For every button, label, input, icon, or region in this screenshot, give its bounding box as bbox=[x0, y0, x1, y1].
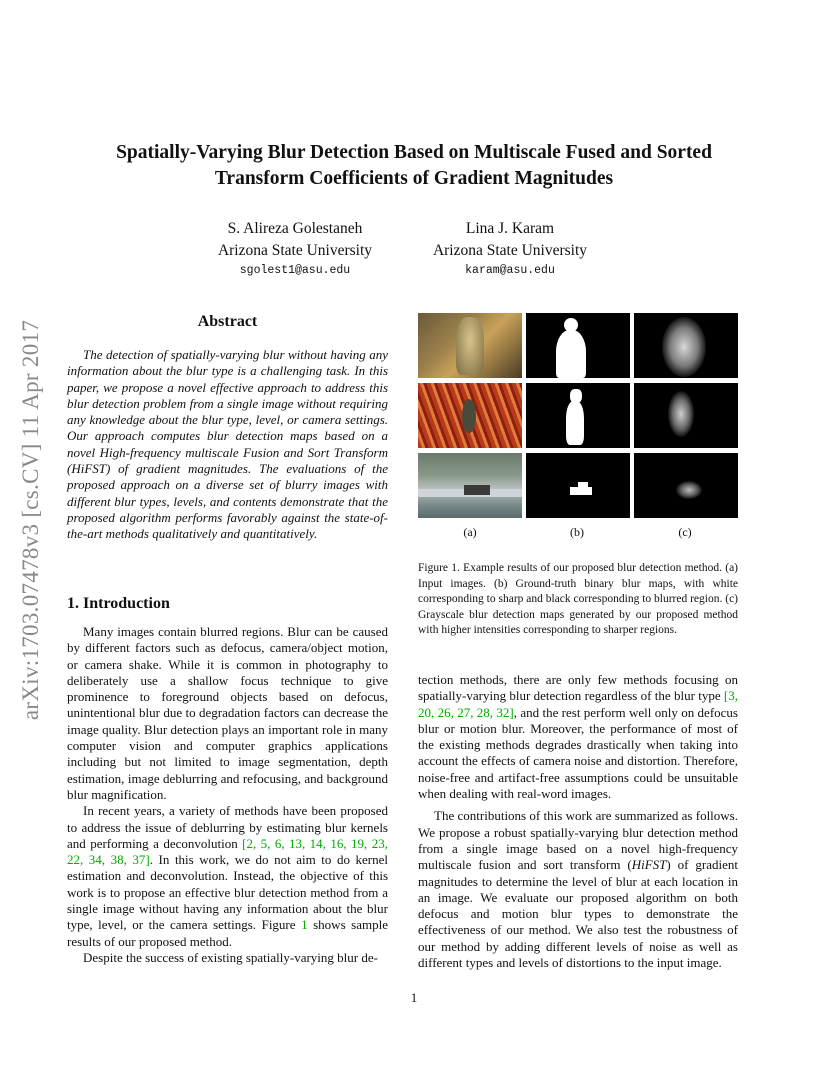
input-image-bird bbox=[418, 383, 522, 448]
figure-link[interactable]: 1 bbox=[301, 917, 308, 933]
right-paragraph-2 bbox=[418, 808, 738, 971]
author-email[interactable]: karam@asu.edu bbox=[465, 264, 555, 277]
author-name: S. Alireza Golestaneh bbox=[227, 220, 363, 237]
intro-right-column bbox=[418, 672, 738, 971]
figure-label-b: (b) bbox=[570, 525, 584, 539]
intro-paragraph-1: Many images contain blurred regions. Blur can be caused by different factors such as defocus, camera/object motion, or camera shake. While it is common in photography to deliberately use a shallow focus technique to give prominence to foreground objects based on defocus, unintentional blur due to degradation factors can decrease the image quality. Blur detection plays an important role in many computer vision and computer graphics applications including but not limited to image segmentation, depth estimation, image deblurring and refocusing, and background blur magnification. bbox=[67, 624, 388, 802]
text-span: shows sample results of our proposed method. bbox=[67, 917, 388, 949]
abstract-paragraph: The detection of spatially-varying blur without having any information about the blur type is a challenging task. In this paper, we propose a novel effective approach to address this blur detection problem from a single image without requiring any knowledge about the blur type, level, or camera settings. Our approach computes blur detection maps based on a novel High-frequency multiscale Fusion and Sort Transform (HiFST) of gradient magnitudes. The evaluations of the proposed approach on a diverse set of blurry images with different blur types, levels, and contents demonstrate that the proposed algorithm performs favorably against the state-of-the-art methods qualitatively and quantitatively. bbox=[67, 347, 388, 542]
right-paragraph-1 bbox=[418, 672, 738, 802]
author-affiliation: Arizona State University bbox=[217, 242, 373, 259]
paper-title bbox=[0, 140, 828, 192]
author-block-2 bbox=[410, 218, 610, 280]
author-name: Lina J. Karam bbox=[465, 220, 555, 237]
intro-paragraph-3: Despite the success of existing spatially-varying blur de- bbox=[83, 949, 378, 965]
blur-map-bird bbox=[634, 383, 738, 448]
figure-label-c: (c) bbox=[678, 525, 692, 539]
text-span: . In this work, we do not aim to do kernel estimation and deconvolution. Instead, the objective of this work is to propose an effective blur detection method from a single image without having any information about the blur type, level, or the camera settings. Figure bbox=[67, 852, 388, 933]
text-span: In recent years, a variety of methods have been proposed to address the issue of deblurring by estimating blur kernels and performing a deconvolution bbox=[67, 803, 388, 851]
citation-link[interactable]: [2, 5, 6, 13, 14, 16, 19, 23, 22, 34, 38, 37] bbox=[67, 835, 388, 868]
author-block-1 bbox=[195, 218, 395, 280]
input-image-statue bbox=[418, 313, 522, 378]
abstract-text bbox=[67, 347, 388, 543]
blur-map-train bbox=[634, 453, 738, 518]
arxiv-id: arXiv:1703.07478v3 [cs.CV] 11 Apr 2017 bbox=[18, 319, 43, 721]
blur-map-statue bbox=[634, 313, 738, 378]
figure-1-caption: Figure 1. Example results of our proposed blur detection method. (a) Input images. (b) Ground-truth binary blur maps, with white corresponding to sharp and black corresponding to blurred region. (c) Grayscale blur detection maps generated by our proposed method with higher intensities corresponding to sharper regions. bbox=[418, 562, 738, 636]
intro-left-column bbox=[67, 624, 388, 966]
author-email[interactable]: sgolest1@asu.edu bbox=[239, 264, 351, 277]
emphasis-text: HiFST bbox=[631, 857, 667, 873]
page-number: 1 bbox=[410, 990, 418, 1005]
figure-1-grid bbox=[418, 313, 738, 523]
title-line-1: Spatially-Varying Blur Detection Based on Multiscale Fused and Sorted bbox=[116, 142, 712, 163]
text-span: The contributions of this work are summarized as follows. We propose a robust spatially-varying blur detection method from a single image based on a novel high-frequency multiscale fusion and sort transform ( bbox=[418, 808, 738, 873]
title-line-2: Transform Coefficients of Gradient Magnitudes bbox=[214, 168, 614, 189]
citation-link[interactable]: [3, 20, 26, 27, 28, 32] bbox=[418, 688, 738, 720]
text-span: tection methods, there are only few methods focusing on spatially-varying blur detection regardless of the blur type bbox=[418, 672, 738, 704]
abstract-heading: Abstract bbox=[197, 313, 258, 330]
figure-label-a: (a) bbox=[463, 525, 477, 539]
ground-truth-map-bird bbox=[526, 383, 630, 448]
author-affiliation: Arizona State University bbox=[432, 242, 588, 259]
input-image-train bbox=[418, 453, 522, 518]
intro-paragraph-2 bbox=[67, 803, 388, 950]
text-span: ) of gradient magnitudes to determine the level of blur at each location in an image. We evaluate our proposed algorithm on both defocus and motion blur types to demonstrate the effectiveness of our method. We also test the robustness of our method by adding different levels of noise as well as different types and levels of distortions to the input image. bbox=[418, 857, 738, 971]
text-span: , and the rest perform well only on defocus blur or motion blur. Moreover, the performance of most of the existing methods degrades drastically when taking into account the effects of camera noise and distortion. Therefore, noise-free and artifact-free assumptions could be unsuitable when dealing with real-word images. bbox=[418, 704, 738, 802]
ground-truth-map-train bbox=[526, 453, 630, 518]
ground-truth-map-statue bbox=[526, 313, 630, 378]
section-heading-introduction: 1. Introduction bbox=[67, 595, 170, 612]
